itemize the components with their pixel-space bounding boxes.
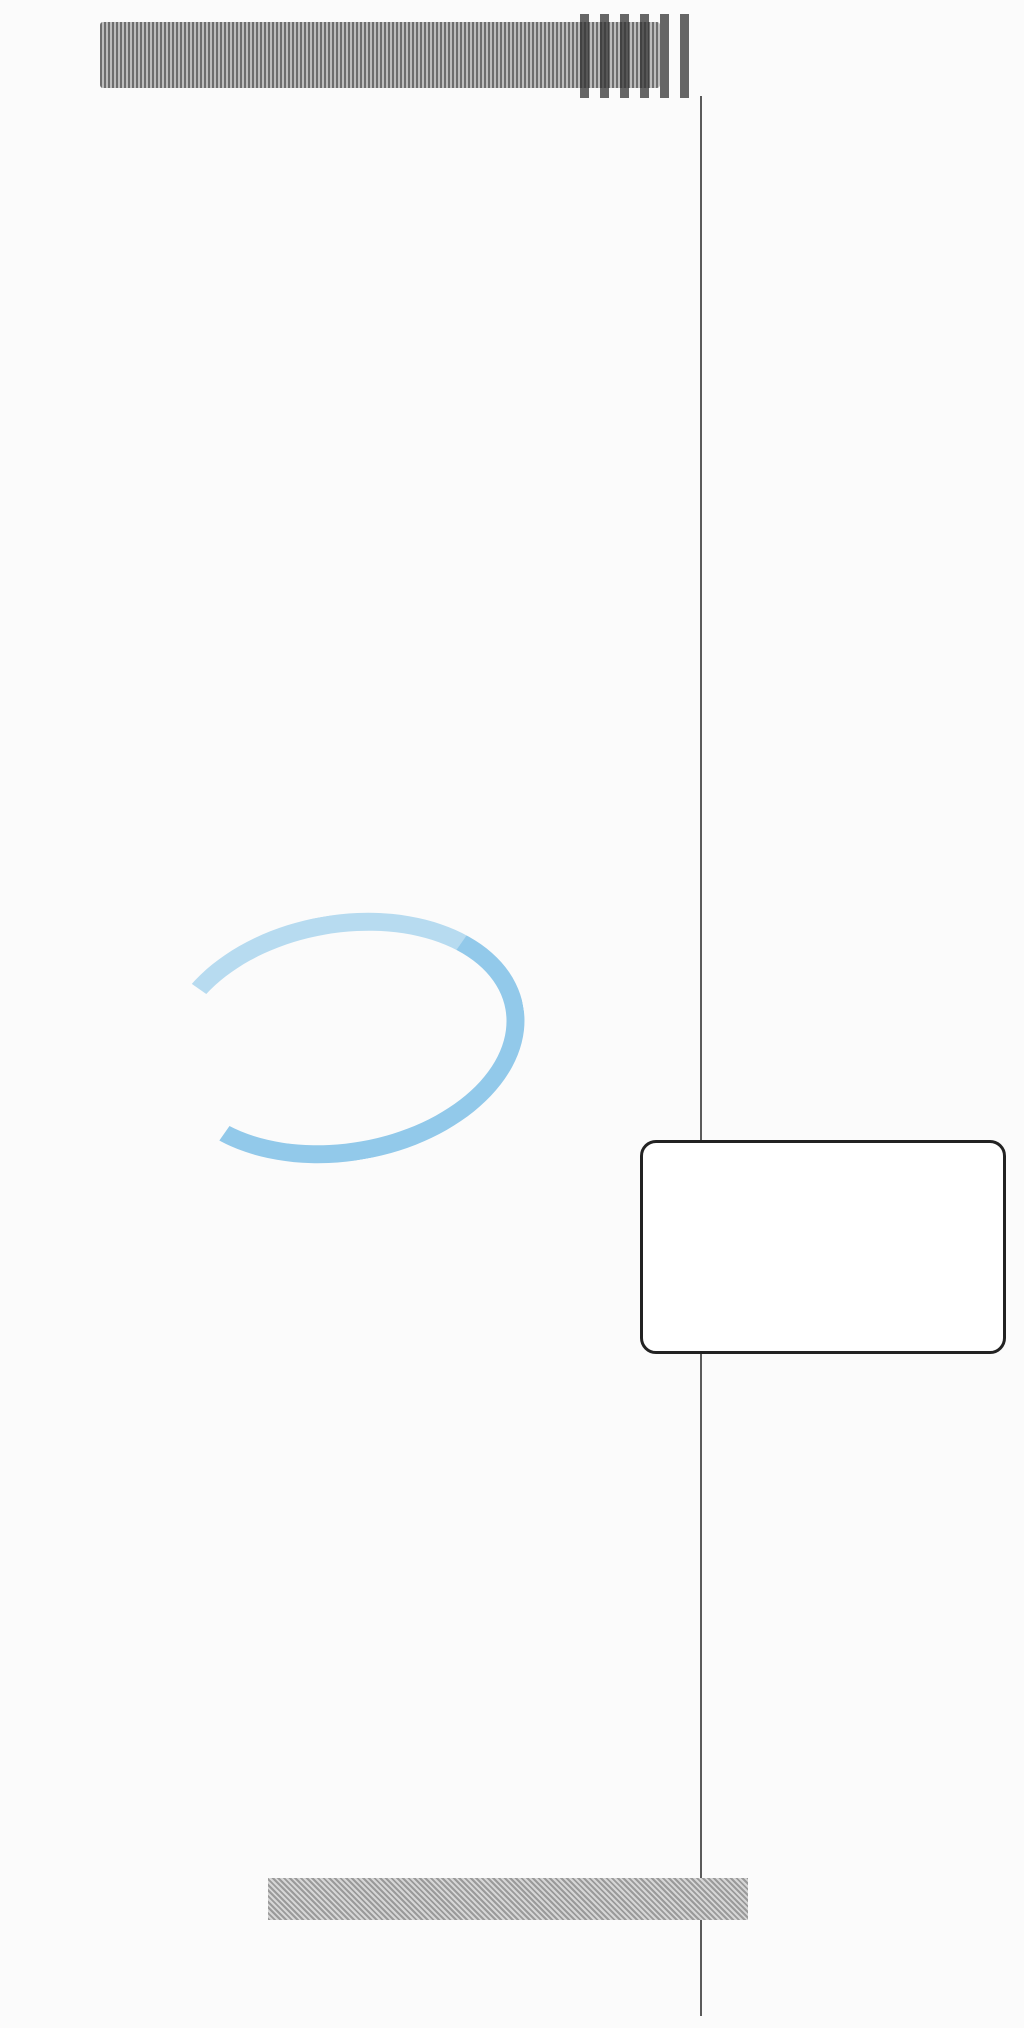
scan-fold-line	[700, 96, 702, 2016]
header-banner	[100, 22, 660, 88]
watermark-eye-logo-icon	[141, 885, 544, 1191]
app-promo-box	[640, 1140, 1006, 1354]
footer-band	[268, 1878, 748, 1920]
banner-barcode-decoration	[580, 14, 700, 98]
